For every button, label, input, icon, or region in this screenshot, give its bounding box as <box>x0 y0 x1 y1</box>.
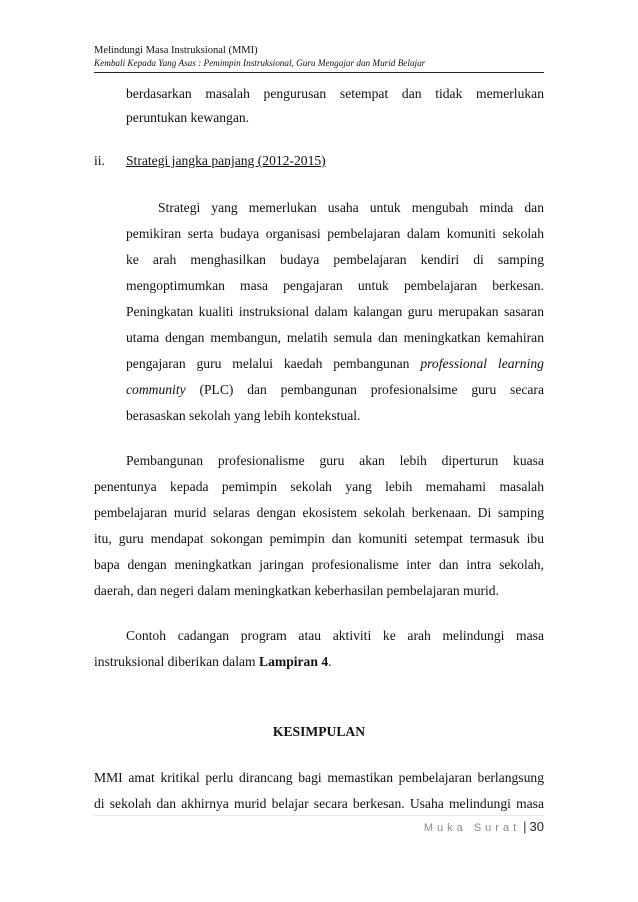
text-line: berasaskan sekolah yang lebih kontekstual. <box>126 408 361 423</box>
text-run: instruksional diberikan dalam <box>94 654 256 669</box>
header-subtitle: Kembali Kepada Yang Asas : Pemimpin Instruksional, Guru Mengajar dan Murid Belajar <box>94 58 426 68</box>
page-number: 30 <box>529 819 544 834</box>
text-line: berdasarkan masalah pengurusan setempat dan tidak memerlukan <box>126 86 544 101</box>
text-line: Strategi yang memerlukan usaha untuk mengubah minda dan <box>158 200 544 215</box>
text-line: itu, guru mendapat sokongan pemimpin dan komuniti setempat termasuk ibu <box>94 531 544 546</box>
text-line: daerah, dan negeri dalam meningkatkan keberhasilan pembelajaran murid. <box>94 583 499 598</box>
page-label: Muka Surat <box>423 822 521 834</box>
text-line: Peningkatan kualiti instruksional dalam kalangan guru merupakan sasaran <box>126 304 544 319</box>
text-line: pembelajaran murid selaras dengan ekosistem sekolah berkenaan. Di samping <box>94 505 544 520</box>
text-line <box>94 652 332 672</box>
list-item-title: Strategi jangka panjang (2012-2015) <box>126 153 326 168</box>
list-number: ii. <box>94 153 105 168</box>
text-line: utama dengan membangun, melatih semula dan meningkatkan kemahiran <box>126 330 544 345</box>
italic-term: professional learning <box>420 356 544 371</box>
text-line <box>126 354 544 374</box>
header-rule <box>94 72 544 73</box>
text-line: mengoptimumkan masa pengajaran untuk pembelajaran berkesan. <box>126 278 544 293</box>
text-run: (PLC) dan pembangunan profesionalsime guru secara <box>199 382 544 397</box>
text-line: peruntukan kewangan. <box>126 110 250 125</box>
text-line: di sekolah dan akhirnya murid belajar secara berkesan. Usaha melindungi masa <box>94 796 544 811</box>
footer-separator: | <box>523 819 527 834</box>
text-run: . <box>328 654 332 669</box>
header-title: Melindungi Masa Instruksional (MMI) <box>94 45 258 56</box>
footer-rule <box>94 815 544 816</box>
text-line: Pembangunan profesionalisme guru akan lebih diperturun kuasa <box>126 453 544 468</box>
text-line: ke arah menghasilkan budaya pembelajaran kendiri di samping <box>126 252 544 267</box>
text-line: penentunya kepada pemimpin sekolah yang lebih memahami masalah <box>94 479 544 494</box>
text-line: MMI amat kritikal perlu dirancang bagi memastikan pembelajaran berlangsung <box>94 770 544 785</box>
appendix-reference: Lampiran 4 <box>259 654 329 669</box>
text-line: Contoh cadangan program atau aktiviti ke arah melindungi masa <box>126 628 544 643</box>
page-footer <box>424 818 544 837</box>
text-line <box>126 380 544 400</box>
text-run: pengajaran guru melalui kaedah pembangunan <box>126 356 410 371</box>
text-line: pemikiran serta budaya organisasi pembelajaran dalam komuniti sekolah <box>126 226 544 241</box>
italic-term: community <box>126 382 186 397</box>
page-header <box>94 44 544 70</box>
section-heading: KESIMPULAN <box>272 724 366 739</box>
text-line: bapa dengan meningkatkan jaringan profesionalisme inter dan intra sekolah, <box>94 557 544 572</box>
